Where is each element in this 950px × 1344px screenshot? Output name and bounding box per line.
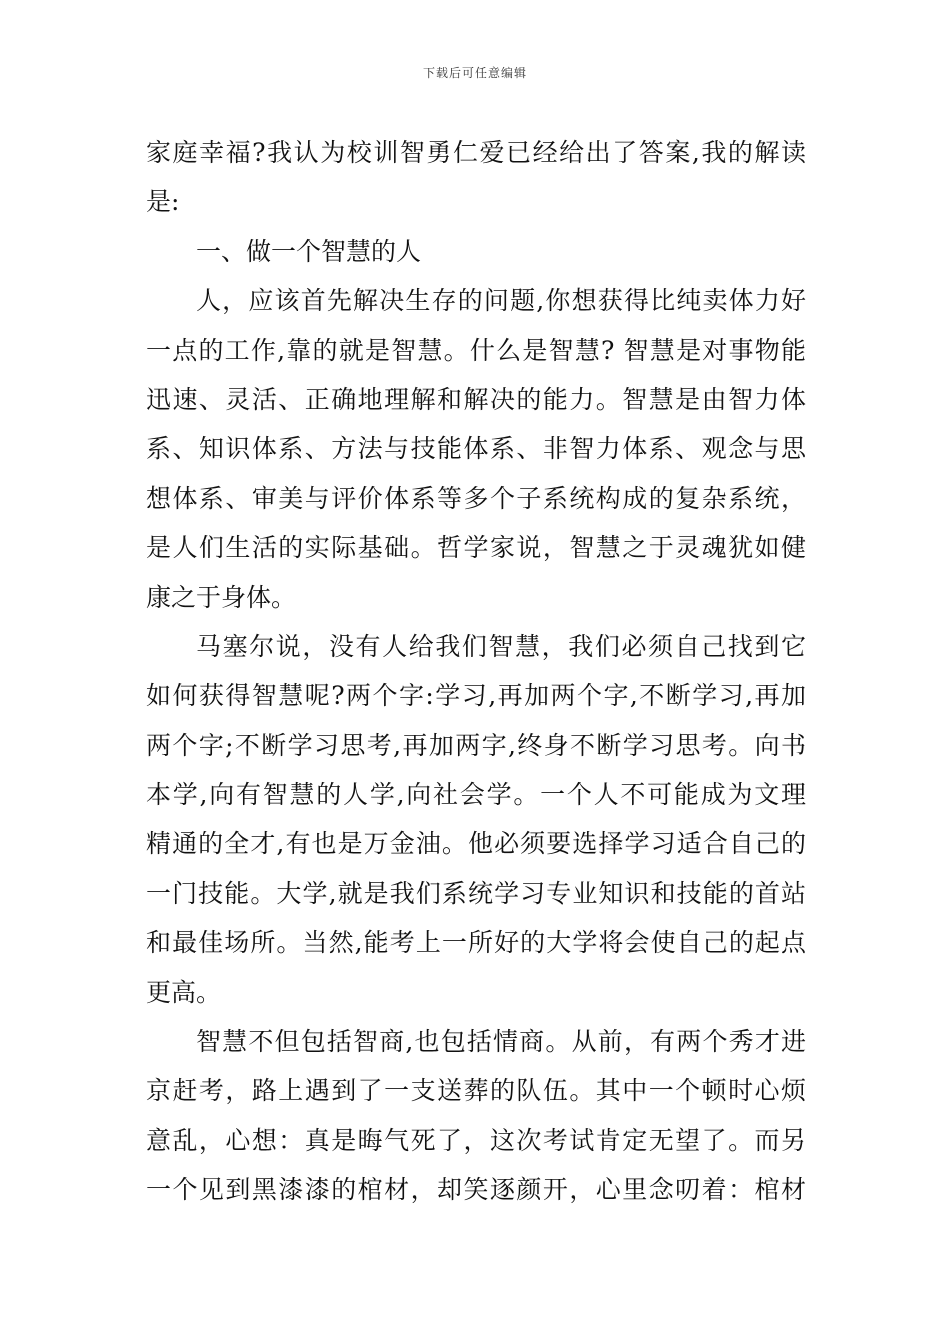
text-line: 精通的全才,有也是万金油。他必须要选择学习适合自己的 [146, 829, 806, 859]
text-line: 是人们生活的实际基础。哲学家说，智慧之于灵魂犹如健 [146, 533, 806, 563]
page-header: 下载后可任意编辑 [422, 66, 527, 80]
text-line: 一门技能。大学,就是我们系统学习专业知识和技能的首站 [146, 878, 806, 908]
text-line: 和最佳场所。当然,能考上一所好的大学将会使自己的起点 [146, 928, 806, 958]
text-line: 智慧不但包括智商,也包括情商。从前，有两个秀才进 [196, 1027, 806, 1057]
text-line: 一个见到黑漆漆的棺材，却笑逐颜开，心里念叨着：棺材 [146, 1175, 806, 1205]
text-line: 康之于身体。 [146, 582, 297, 612]
text-line: 更高。 [146, 977, 222, 1007]
text-line: 系、知识体系、方法与技能体系、非智力体系、观念与思 [146, 434, 806, 464]
text-line: 两个字;不断学习思考,再加两字,终身不断学习思考。向书 [146, 730, 806, 760]
text-line: 是: [146, 187, 180, 217]
text-line: 如何获得智慧呢?两个字:学习,再加两个字,不断学习,再加 [146, 681, 806, 711]
document-body [146, 128, 806, 1215]
text-line: 想体系、审美与评价体系等多个子系统构成的复杂系统， [146, 483, 806, 513]
text-line: 马塞尔说，没有人给我们智慧，我们必须自己找到它 [196, 631, 806, 661]
text-line: 一点的工作,靠的就是智慧。什么是智慧? 智慧是对事物能 [146, 335, 806, 365]
text-line: 家庭幸福?我认为校训智勇仁爱已经给出了答案,我的解读 [146, 138, 806, 167]
text-line: 迅速、灵活、正确地理解和解决的能力。智慧是由智力体 [146, 384, 806, 414]
text-line: 京赶考，路上遇到了一支送葬的队伍。其中一个顿时心烦 [146, 1076, 806, 1106]
text-line: 本学,向有智慧的人学,向社会学。一个人不可能成为文理 [146, 780, 806, 810]
section-heading: 一、做一个智慧的人 [196, 236, 422, 266]
text-line: 人，应该首先解决生存的问题,你想获得比纯卖体力好 [196, 286, 806, 316]
text-line: 意乱，心想：真是晦气死了，这次考试肯定无望了。而另 [146, 1125, 806, 1155]
